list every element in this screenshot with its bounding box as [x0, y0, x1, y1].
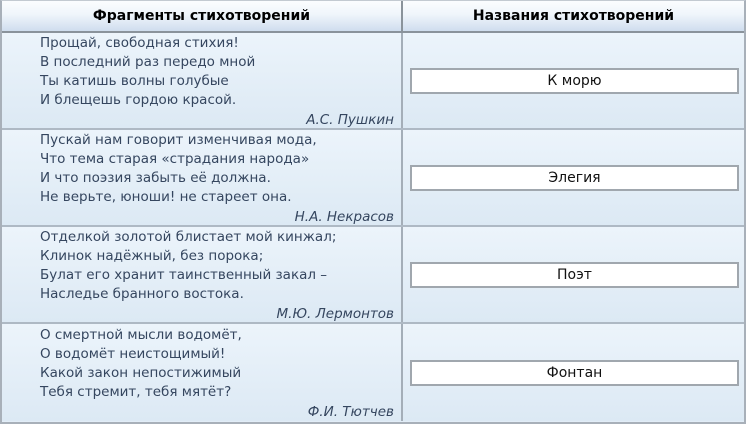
poem-title-cell — [403, 324, 744, 421]
poem-line: Пускай нам говорит изменчивая мода, — [40, 132, 317, 148]
poem-fragment-cell — [2, 33, 403, 128]
table-row — [2, 130, 744, 227]
poem-line: Клинок надёжный, без порока; — [40, 248, 264, 264]
table-row — [2, 33, 744, 130]
poem-line: И что поэзия забыть её должна. — [40, 170, 271, 186]
poem-author: Ф.И. Тютчев — [307, 404, 394, 420]
header-fragments-column: Фрагменты стихотворений — [2, 1, 403, 31]
poem-title-cell — [403, 227, 744, 322]
poem-fragment-cell — [2, 324, 403, 421]
table-row — [2, 324, 744, 421]
poem-line: Что тема старая «страдания народа» — [40, 151, 310, 167]
poem-title-cell — [403, 33, 744, 128]
poem-line: Какой закон непостижимый — [40, 365, 242, 381]
header-titles-column: Названия стихотворений — [472, 8, 675, 24]
poem-title-answer-box[interactable]: К морю — [410, 68, 739, 94]
poem-line: О смертной мысли водомёт, — [40, 327, 242, 343]
poem-line: И блещешь гордою красой. — [40, 92, 237, 108]
table-header-row — [2, 1, 744, 33]
poem-line: Булат его хранит таинственный закал – — [40, 267, 328, 283]
poem-title-answer-box[interactable]: Поэт — [410, 262, 739, 288]
poem-line: Отделкой золотой блистает мой кинжал; — [40, 229, 337, 245]
poem-author: М.Ю. Лермонтов — [276, 306, 394, 322]
poem-title-answer-box[interactable]: Элегия — [410, 165, 739, 191]
poem-line: Прощай, свободная стихия! — [40, 35, 239, 51]
poem-line: Не верьте, юноши! не стареет она. — [40, 189, 292, 205]
poem-line: Наследье бранного востока. — [40, 286, 244, 302]
poem-line: Ты катишь волны голубые — [40, 73, 229, 89]
poem-line: О водомёт неистощимый! — [40, 346, 226, 362]
poem-title-cell — [403, 130, 744, 225]
poem-line: Тебя стремит, тебя мятёт? — [40, 384, 232, 400]
poem-fragment-cell — [2, 130, 403, 225]
poem-author: Н.А. Некрасов — [294, 209, 394, 225]
poem-fragment-cell — [2, 227, 403, 322]
poem-title-answer-box[interactable]: Фонтан — [410, 360, 739, 386]
poem-author: А.С. Пушкин — [306, 112, 394, 128]
table-row — [2, 227, 744, 324]
poem-line: В последний раз передо мной — [40, 54, 256, 70]
